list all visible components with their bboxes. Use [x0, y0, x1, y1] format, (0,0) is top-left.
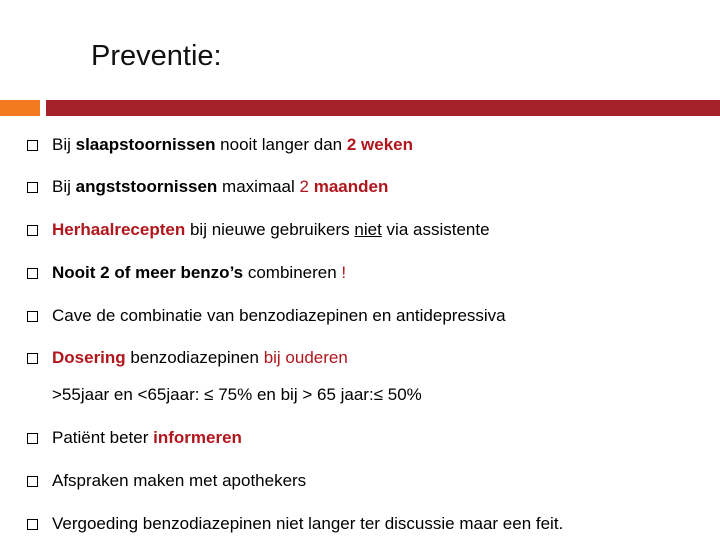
sub-line: >55jaar en <65jaar: ≤ 75% en bij > 65 jaar:≤ 50%: [52, 385, 422, 404]
square-bullet-icon: [27, 519, 38, 530]
bullet-text: [52, 347, 348, 369]
bullet-text: [52, 262, 346, 284]
bullet-text-part: Cave de combinatie van benzodiazepinen en antidepressiva: [52, 306, 506, 325]
bullet-text-part: Vergoeding benzodiazepinen niet langer ter discussie maar een feit.: [52, 514, 564, 533]
bullet-text: [52, 305, 506, 327]
bullet-text: [52, 176, 388, 198]
bullet-text-part: bij ouderen: [263, 348, 348, 367]
bullet-text-part: via assistente: [381, 220, 490, 239]
bullet-text-part: Patiënt beter: [52, 428, 154, 447]
bullet-text-part: Bij: [52, 177, 76, 196]
page-title: Preventie:: [91, 40, 222, 72]
bullet-text-part: Dosering: [52, 348, 126, 367]
bullet-text-part: Bij: [52, 135, 76, 154]
bullet-text: [52, 470, 306, 492]
square-bullet-icon: [27, 225, 38, 236]
bullet-text-part: slaapstoornissen: [75, 135, 216, 154]
bullet-text-part: 2: [299, 177, 314, 196]
bullet-text: [52, 134, 413, 156]
square-bullet-icon: [27, 353, 38, 364]
square-bullet-icon: [27, 433, 38, 444]
square-bullet-icon: [27, 268, 38, 279]
bullet-text-part: maximaal: [217, 177, 300, 196]
square-bullet-icon: [27, 476, 38, 487]
bullet-text: [52, 513, 563, 535]
bullet-text-part: nooit langer dan: [215, 135, 347, 154]
square-bullet-icon: [27, 311, 38, 322]
accent-bar-orange: [0, 100, 40, 116]
bullet-text-part: angststoornissen: [75, 177, 218, 196]
bullet-text-part: Afspraken maken met apothekers: [52, 471, 307, 490]
accent-bar-red: [46, 100, 720, 116]
bullet-text-part: !: [341, 263, 347, 282]
bullet-text-part: bij nieuwe gebruikers: [185, 220, 355, 239]
bullet-text-part: niet: [354, 220, 382, 239]
bullet-text-part: maanden: [313, 177, 389, 196]
bullet-text-part: 2 weken: [346, 135, 413, 154]
bullet-text-part: combineren: [243, 263, 342, 282]
bullet-text-part: Nooit 2 of meer benzo’s: [52, 263, 244, 282]
bullet-text-part: benzodiazepinen: [125, 348, 264, 367]
bullet-text-part: Herhaalrecepten: [52, 220, 186, 239]
square-bullet-icon: [27, 140, 38, 151]
bullet-text-part: informeren: [153, 428, 242, 447]
bullet-text: [52, 219, 490, 241]
bullet-text: [52, 427, 242, 449]
square-bullet-icon: [27, 182, 38, 193]
